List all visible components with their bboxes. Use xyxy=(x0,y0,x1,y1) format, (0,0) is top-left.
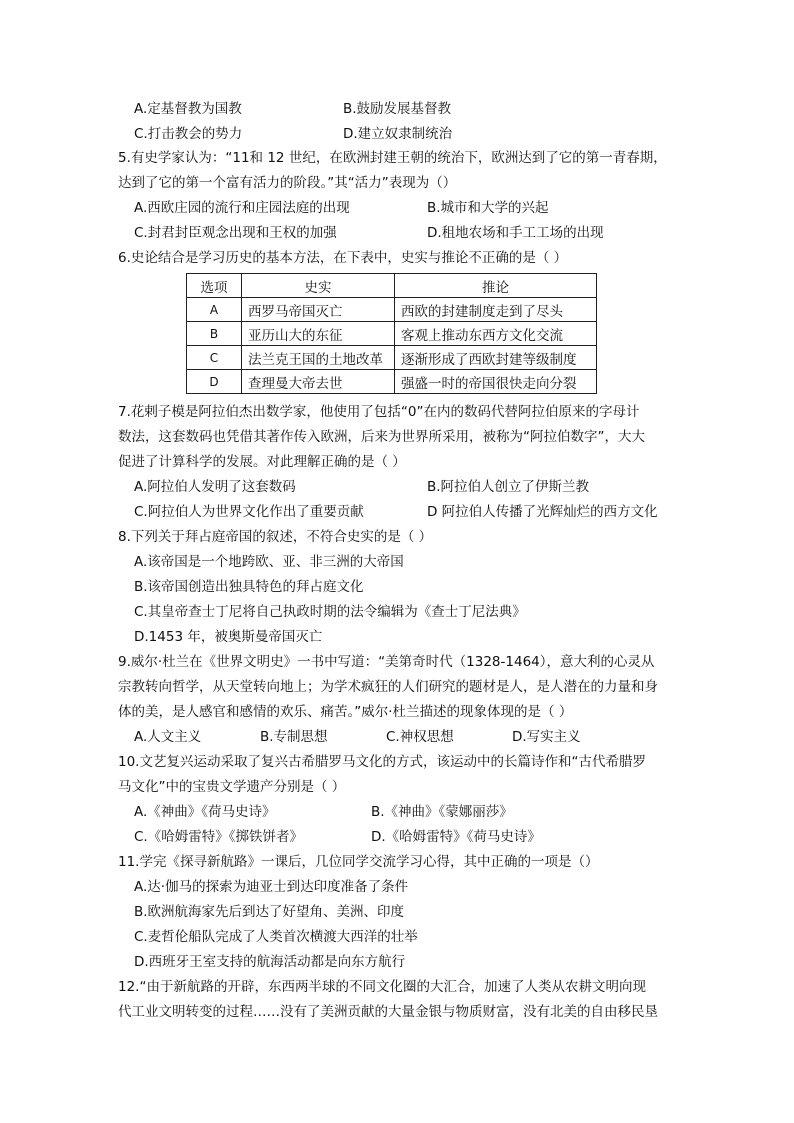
q9-option-a: A.人文主义 xyxy=(134,729,202,745)
q12-stem-line1: 12.“由于新航路的开辟，东西两半球的不同文化圈的大汇合，加速了人类从农耕文明向现 xyxy=(118,979,646,995)
q12-stem-line2: 代工业文明转变的过程……没有了美洲贡献的大量金银与物质财富，没有北美的自由移民垦 xyxy=(118,1004,658,1020)
q7-option-d: D 阿拉伯人传播了光辉灿烂的西方文化 xyxy=(427,504,658,520)
table-cell-option: D xyxy=(187,370,242,394)
q5-option-b: B.城市和大学的兴起 xyxy=(427,200,549,216)
q11-option-d: D.西班牙王室支持的航海活动都是向东方航行 xyxy=(134,954,406,970)
table-header-row xyxy=(187,274,597,298)
table-cell-inference: 强盛一时的帝国很快走向分裂 xyxy=(395,370,597,394)
table-cell-fact: 西罗马帝国灭亡 xyxy=(242,298,395,322)
q10-stem-line1: 10.文艺复兴运动采取了复兴古希腊罗马文化的方式，该运动中的长篇诗作和“古代希腊罗 xyxy=(118,754,646,770)
table-row xyxy=(187,346,597,370)
q4-option-b: B.鼓励发展基督教 xyxy=(343,101,452,117)
q6-stem-line1: 6.史论结合是学习历史的基本方法，在下表中，史实与推论不正确的是（ ） xyxy=(118,250,568,266)
q8-option-a: A.该帝国是一个地跨欧、亚、非三洲的大帝国 xyxy=(134,554,404,570)
table-header-inference: 推论 xyxy=(395,274,597,298)
q11-option-c: C.麦哲伦船队完成了人类首次横渡大西洋的壮举 xyxy=(134,929,418,945)
q7-stem-line2: 数法，这套数码也凭借其著作传入欧洲，后来为世界所采用，被称为“阿拉伯数字”，大大 xyxy=(118,429,645,445)
q8-option-d: D.1453 年，被奥斯曼帝国灭亡 xyxy=(134,629,323,645)
q9-option-c: C.神权思想 xyxy=(386,729,454,745)
q11-option-b: B.欧洲航海家先后到达了好望角、美洲、印度 xyxy=(134,904,405,920)
table-cell-option: B xyxy=(187,322,242,346)
q7-stem-line3: 促进了计算科学的发展。对此理解正确的是（ ） xyxy=(118,454,406,470)
q10-stem-line2: 马文化”中的宝贵文学遗产分别是（ ） xyxy=(118,779,346,795)
q9-option-b: B.专制思想 xyxy=(260,729,328,745)
table-cell-option: C xyxy=(187,346,242,370)
q7-option-c: C.阿拉伯人为世界文化作出了重要贡献 xyxy=(134,504,364,520)
q7-option-a: A.阿拉伯人发明了这套数码 xyxy=(134,479,296,495)
table-cell-fact: 法兰克王国的土地改革 xyxy=(242,346,395,370)
q4-option-a: A.定基督教为国教 xyxy=(134,101,242,117)
table-cell-inference: 客观上推动东西方文化交流 xyxy=(395,322,597,346)
table-row xyxy=(187,298,597,322)
q10-option-c: C.《哈姆雷特》《掷铁饼者》 xyxy=(134,829,303,845)
q7-stem-line1: 7.花剌子模是阿拉伯杰出数学家，他使用了包括“0”在内的数码代替阿拉伯原来的字母计 xyxy=(118,404,640,420)
q10-option-a: A.《神曲》《荷马史诗》 xyxy=(134,804,276,820)
q4-option-d: D.建立奴隶制统治 xyxy=(343,126,453,142)
q11-option-a: A.达·伽马的探索为迪亚士到达印度准备了条件 xyxy=(134,879,409,895)
table-cell-fact: 亚历山大的东征 xyxy=(242,322,395,346)
q8-option-b: B.该帝国创造出独具特色的拜占庭文化 xyxy=(134,579,364,595)
q7-option-b: B.阿拉伯人创立了伊斯兰教 xyxy=(427,479,590,495)
q6-table xyxy=(186,273,597,394)
q5-option-d: D.租地农场和手工工场的出现 xyxy=(427,225,604,241)
q5-stem-line2: 达到了它的第一个富有活力的阶段。”其“活力”表现为（） xyxy=(118,175,457,191)
q5-option-c: C.封君封臣观念出现和王权的加强 xyxy=(134,225,337,241)
table-row xyxy=(187,322,597,346)
q4-option-c: C.打击教会的势力 xyxy=(134,126,243,142)
table-row xyxy=(187,370,597,394)
q9-stem-line1: 9.威尔·杜兰在《世界文明史》一书中写道：“美第奇时代（1328-1464），意大利的心灵从 xyxy=(118,654,655,670)
q10-option-d: D.《哈姆雷特》《荷马史诗》 xyxy=(371,829,541,845)
q5-option-a: A.西欧庄园的流行和庄园法庭的出现 xyxy=(134,200,350,216)
q11-stem-line1: 11.学完《探寻新航路》一课后，几位同学交流学习心得，其中正确的一项是（） xyxy=(118,854,599,870)
q9-option-d: D.写实主义 xyxy=(512,729,581,745)
q10-option-b: B.《神曲》《蒙娜丽莎》 xyxy=(371,804,513,820)
table-cell-option: A xyxy=(187,298,242,322)
table-cell-inference: 逐渐形成了西欧封建等级制度 xyxy=(395,346,597,370)
table-header-fact: 史实 xyxy=(242,274,395,298)
q8-option-c: C.其皇帝查士丁尼将自己执政时期的法令编辑为《查士丁尼法典》 xyxy=(134,604,526,620)
table-cell-fact: 查理曼大帝去世 xyxy=(242,370,395,394)
q9-stem-line3: 体的美，是人感官和感情的欢乐、痛苦。”威尔·杜兰描述的现象体现的是（ ） xyxy=(118,704,573,720)
q8-stem-line1: 8.下列关于拜占庭帝国的叙述，不符合史实的是（ ） xyxy=(118,529,433,545)
table-header-option: 选项 xyxy=(187,274,242,298)
table-cell-inference: 西欧的封建制度走到了尽头 xyxy=(395,298,597,322)
q9-stem-line2: 宗教转向哲学，从天堂转向地上；为学术疯狂的人们研究的题材是人，是人潜在的力量和身 xyxy=(118,679,658,695)
q5-stem-line1: 5.有史学家认为：“11和 12 世纪，在欧洲封建王朝的统治下，欧洲达到了它的第一青春期， xyxy=(118,150,667,166)
